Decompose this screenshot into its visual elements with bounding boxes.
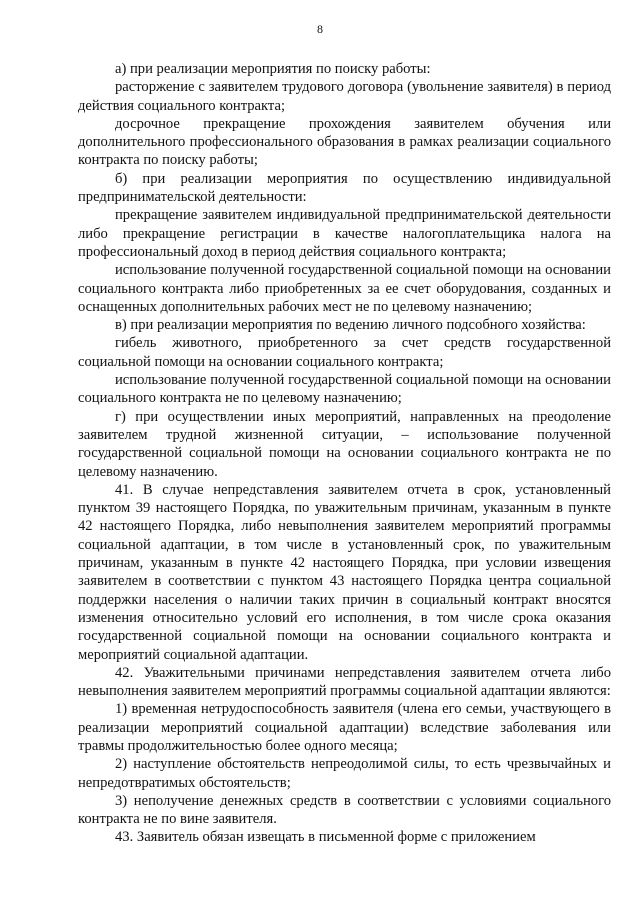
paragraph: расторжение с заявителем трудового договора (увольнение заявителя) в период действия социального контракта; xyxy=(78,79,611,114)
paragraph: использование полученной государственной социальной помощи на основании социального контракта либо приобретенных за ее счет оборудования, созданных и оснащенных дополнительных рабочих мест не по целевому назначению; xyxy=(78,262,611,315)
paragraph: в) при реализации мероприятия по ведению личного подсобного хозяйства: xyxy=(115,317,586,334)
paragraph: 1) временная нетрудоспособность заявителя (члена его семьи, участвующего в реализации мероприятий социальной адаптации) вследствие заболевания или травмы продолжительностью более одного месяца; xyxy=(78,701,611,754)
paragraph: 43. Заявитель обязан извещать в письменной форме с приложением xyxy=(115,829,536,846)
paragraph: прекращение заявителем индивидуальной предпринимательской деятельности либо прекращение регистрации в качестве налогоплательщика налога на профессиональный доход в период действия социального контракта; xyxy=(78,207,611,260)
paragraph: 2) наступление обстоятельств непреодолимой силы, то есть чрезвычайных и непредотвратимых обстоятельств; xyxy=(78,756,611,791)
paragraph: гибель животного, приобретенного за счет средств государственной социальной помощи на основании социального контракта; xyxy=(78,335,611,370)
paragraph: досрочное прекращение прохождения заявителем обучения или дополнительного профессионального образования в рамках реализации социального контракта по поиску работы; xyxy=(78,115,611,169)
paragraph: 3) неполучение денежных средств в соответствии с условиями социального контракта не по вине заявителя. xyxy=(78,792,611,828)
paragraph: г) при осуществлении иных мероприятий, направленных на преодоление заявителем трудной жизненной ситуации, – использование полученной государственной социальной помощи на основании социального контракта не по целевому назначению. xyxy=(78,408,611,480)
page-number: 8 xyxy=(317,22,323,36)
document-body xyxy=(78,60,611,847)
paragraph: использование полученной государственной социальной помощи на основании социального контракта не по целевому назначению; xyxy=(78,372,611,407)
paragraph: б) при реализации мероприятия по осуществлению индивидуальной предпринимательской деятельности: xyxy=(78,170,611,206)
paragraph: а) при реализации мероприятия по поиску работы: xyxy=(115,61,431,77)
paragraph: 42. Уважительными причинами непредставления заявителем отчета либо невыполнения заявителем мероприятий программы социальной адаптации являются: xyxy=(78,664,611,700)
paragraph: 41. В случае непредставления заявителем отчета в срок, установленный пунктом 39 настоящего Порядка, по уважительным причинам, указанным в пункте 42 настоящего Порядка, либо невыполнения заявителем мероприятий программы социальной адаптации, в том числе в установленный срок, по уважительным причинам, указанным в пункте 42 настоящего Порядка, при условии извещения заявителем в соответствии с пунктом 43 настоящего Порядка центра социальной поддержки населения о наличии таких причин в социальный контракт вносятся изменения относительно условий его исполнения, в том числе срока оказания государственной социальной помощи на основании социального контракта и мероприятий социальной адаптации. xyxy=(78,481,611,663)
